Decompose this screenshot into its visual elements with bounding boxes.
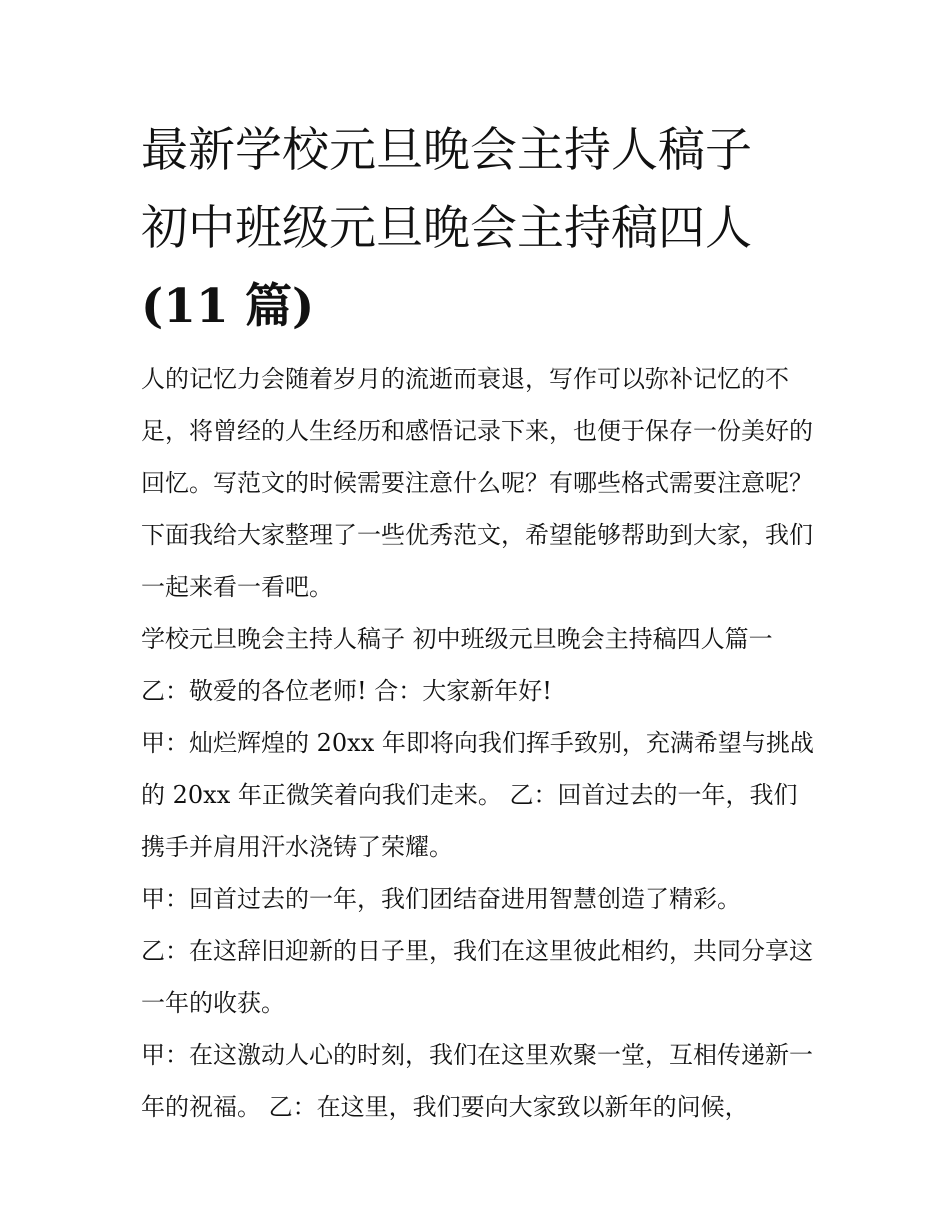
dialogue-line: 乙：在这辞旧迎新的日子里，我们在这里彼此相约，共同分享这一年的收获。 (141, 937, 813, 1017)
dialogue-line: 甲：回首过去的一年，我们团结奋进用智慧创造了精彩。 (141, 885, 741, 913)
intro-paragraph: 人的记忆力会随着岁月的流逝而衰退，写作可以弥补记忆的不足，将曾经的人生经历和感悟记录下来，也便于保存一份美好的回忆。写范文的时候需要注意什么呢？有哪些格式需要注意呢？下面我给大家整理了一些优秀范文，希望能够帮助到大家，我们一起来看一看吧。 (141, 365, 813, 601)
dialogue-line: 乙：敬爱的各位老师! 合：大家新年好! (141, 677, 552, 705)
dialogue-line: 甲：灿烂辉煌的 20xx 年即将向我们挥手致别，充满希望与挑战的 20xx 年正微笑着向我们走来。 乙：回首过去的一年，我们携手并肩用汗水浇铸了荣耀。 (141, 729, 814, 861)
document-body (141, 353, 821, 1133)
title-line-3: (11 篇) (141, 279, 315, 334)
title-line-2: 初中班级元旦晚会主持稿四人 (141, 201, 752, 256)
section-heading: 学校元旦晚会主持人稿子 初中班级元旦晚会主持稿四人篇一 (141, 625, 773, 653)
document-title (141, 112, 821, 346)
dialogue-line: 甲：在这激动人心的时刻，我们在这里欢聚一堂，互相传递新一年的祝福。 乙：在这里，我们要向大家致以新年的问候， (141, 1041, 813, 1121)
title-line-1: 最新学校元旦晚会主持人稿子 (141, 123, 752, 178)
